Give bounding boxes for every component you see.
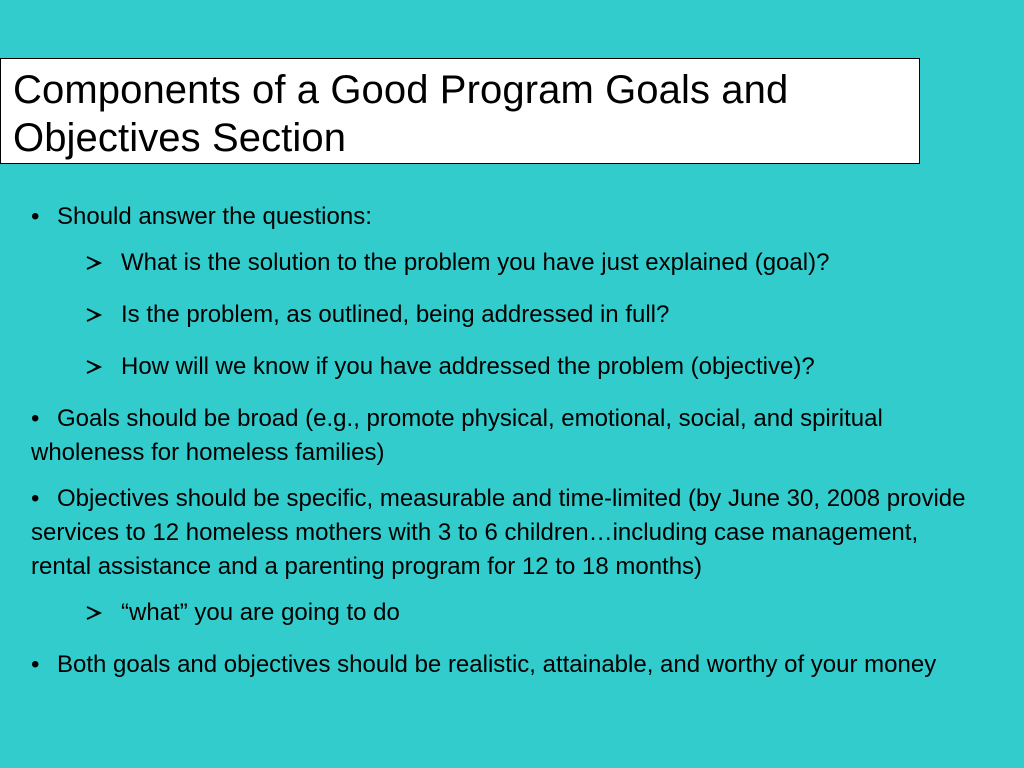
bullet-text: Goals should be broad (e.g., promote physical, emotional, social, and spiritual wholeness for homeless families) xyxy=(31,405,883,466)
sub-item-text: How will we know if you have addressed the problem (objective)? xyxy=(121,353,815,380)
bullet-icon: • xyxy=(31,651,40,678)
sub-item-text: “what” you are going to do xyxy=(121,599,400,626)
arrow-bullet-icon xyxy=(85,596,107,630)
sub-item-text: What is the solution to the problem you have just explained (goal)? xyxy=(121,249,830,276)
bullet-icon: • xyxy=(31,405,40,432)
arrow-bullet-icon xyxy=(85,350,107,384)
bullet-text: Should answer the questions: xyxy=(57,203,372,230)
bullet-item xyxy=(31,482,976,584)
sub-item xyxy=(85,298,976,332)
bullet-item xyxy=(31,648,976,682)
sub-item-text: Is the problem, as outlined, being addressed in full? xyxy=(121,301,670,328)
bullet-item xyxy=(31,200,976,234)
sub-item xyxy=(85,246,976,280)
bullet-item xyxy=(31,402,976,470)
slide-content xyxy=(31,200,976,694)
sub-item xyxy=(85,596,976,630)
bullet-icon: • xyxy=(31,203,40,230)
arrow-bullet-icon xyxy=(85,298,107,332)
bullet-text: Both goals and objectives should be realistic, attainable, and worthy of your money xyxy=(57,651,937,678)
slide-title-box xyxy=(0,58,920,164)
bullet-icon: • xyxy=(31,485,40,512)
slide-title: Components of a Good Program Goals and Objectives Section xyxy=(13,68,789,160)
arrow-bullet-icon xyxy=(85,246,107,280)
sub-item xyxy=(85,350,976,384)
bullet-text: Objectives should be specific, measurable and time-limited (by June 30, 2008 provide services to 12 homeless mothers with 3 to 6 children…including case management, rental assistance and a parenting program for 12 to 18 months) xyxy=(31,485,966,580)
